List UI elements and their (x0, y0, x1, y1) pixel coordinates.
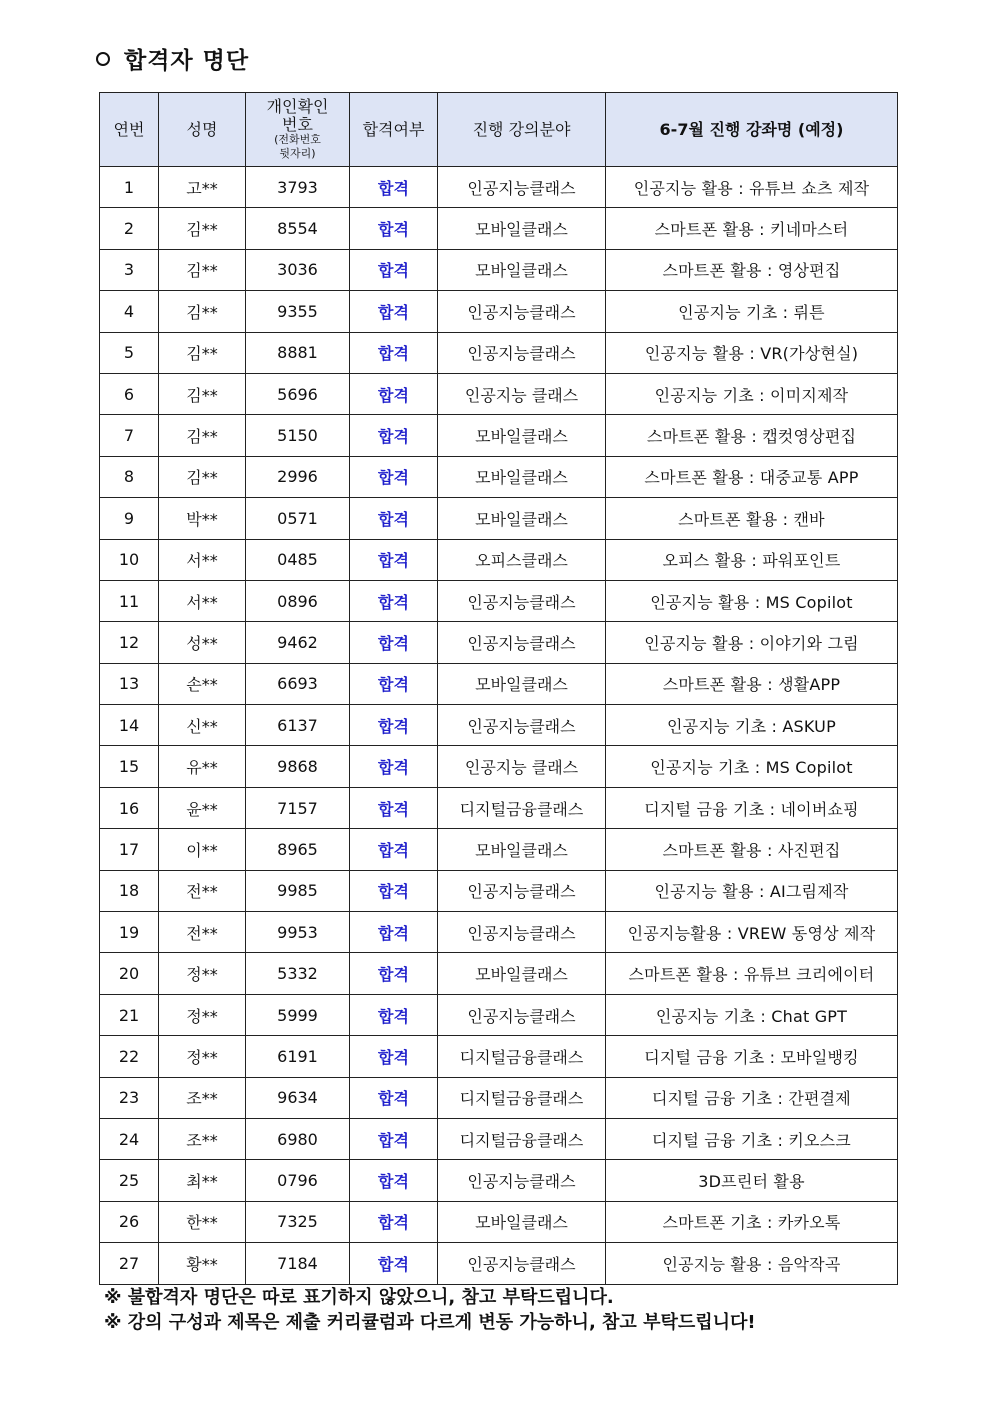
row-id: 0796 (246, 1160, 350, 1201)
row-status: 합격 (350, 1201, 438, 1242)
row-id: 9634 (246, 1077, 350, 1118)
row-number: 19 (100, 912, 159, 953)
table-row (100, 539, 898, 580)
row-field: 모바일클래스 (438, 953, 606, 994)
row-number: 14 (100, 705, 159, 746)
row-course: 스마트폰 기초 : 카카오톡 (606, 1201, 898, 1242)
row-course: 인공지능 기초 : MS Copilot (606, 746, 898, 787)
row-name: 김** (159, 291, 246, 332)
row-course: 스마트폰 활용 : 유튜브 크리에이터 (606, 953, 898, 994)
row-name: 손** (159, 663, 246, 704)
row-number: 4 (100, 291, 159, 332)
table-row (100, 1160, 898, 1201)
row-id: 7325 (246, 1201, 350, 1242)
row-status: 합격 (350, 539, 438, 580)
table-row (100, 994, 898, 1035)
row-id: 6137 (246, 705, 350, 746)
row-name: 김** (159, 208, 246, 249)
row-name: 서** (159, 539, 246, 580)
row-status: 합격 (350, 622, 438, 663)
row-number: 5 (100, 332, 159, 373)
table-row (100, 912, 898, 953)
row-number: 27 (100, 1243, 159, 1284)
table-row (100, 787, 898, 828)
table-row (100, 291, 898, 332)
row-number: 8 (100, 456, 159, 497)
row-field: 인공지능클래스 (438, 291, 606, 332)
row-status: 합격 (350, 953, 438, 994)
row-field: 인공지능 클래스 (438, 746, 606, 787)
row-course: 인공지능 기초 : ASKUP (606, 705, 898, 746)
row-name: 정** (159, 1036, 246, 1077)
row-id: 6980 (246, 1118, 350, 1159)
row-id: 9868 (246, 746, 350, 787)
row-course: 디지털 금융 기초 : 간편결제 (606, 1077, 898, 1118)
row-status: 합격 (350, 787, 438, 828)
row-field: 인공지능클래스 (438, 580, 606, 621)
table-row (100, 746, 898, 787)
row-id: 7157 (246, 787, 350, 828)
row-status: 합격 (350, 580, 438, 621)
row-status: 합격 (350, 1160, 438, 1201)
row-field: 인공지능클래스 (438, 167, 606, 208)
row-field: 디지털금융클래스 (438, 1036, 606, 1077)
table-row (100, 167, 898, 208)
row-status: 합격 (350, 705, 438, 746)
row-number: 26 (100, 1201, 159, 1242)
table-header-row (100, 93, 898, 167)
table-row (100, 1243, 898, 1284)
header-status: 합격여부 (350, 93, 438, 167)
row-number: 9 (100, 498, 159, 539)
row-status: 합격 (350, 1243, 438, 1284)
row-field: 디지털금융클래스 (438, 1077, 606, 1118)
row-field: 인공지능클래스 (438, 1243, 606, 1284)
row-field: 인공지능클래스 (438, 912, 606, 953)
row-course: 스마트폰 활용 : 사진편집 (606, 829, 898, 870)
row-id: 0896 (246, 580, 350, 621)
table-row (100, 332, 898, 373)
row-number: 25 (100, 1160, 159, 1201)
header-id-main: 개인확인번호 (266, 97, 329, 134)
row-course: 인공지능 기초 : 뤼튼 (606, 291, 898, 332)
row-name: 김** (159, 415, 246, 456)
row-course: 스마트폰 활용 : 캔바 (606, 498, 898, 539)
row-status: 합격 (350, 291, 438, 332)
row-id: 5999 (246, 994, 350, 1035)
row-number: 1 (100, 167, 159, 208)
row-field: 모바일클래스 (438, 498, 606, 539)
row-field: 인공지능클래스 (438, 705, 606, 746)
row-number: 12 (100, 622, 159, 663)
row-number: 10 (100, 539, 159, 580)
note-line: ※ 불합격자 명단은 따로 표기하지 않았으니, 참고 부탁드립니다. (104, 1287, 614, 1308)
row-name: 한** (159, 1201, 246, 1242)
row-course: 인공지능 활용 : AI그림제작 (606, 870, 898, 911)
row-course: 인공지능활용 : VREW 동영상 제작 (606, 912, 898, 953)
row-course: 디지털 금융 기초 : 네이버쇼핑 (606, 787, 898, 828)
row-status: 합격 (350, 1077, 438, 1118)
row-id: 8881 (246, 332, 350, 373)
table-row (100, 415, 898, 456)
table-row (100, 373, 898, 414)
row-status: 합격 (350, 663, 438, 704)
row-course: 오피스 활용 : 파워포인트 (606, 539, 898, 580)
row-name: 김** (159, 373, 246, 414)
row-id: 9462 (246, 622, 350, 663)
row-course: 인공지능 기초 : 이미지제작 (606, 373, 898, 414)
table-row (100, 870, 898, 911)
row-status: 합격 (350, 912, 438, 953)
row-name: 조** (159, 1118, 246, 1159)
row-status: 합격 (350, 456, 438, 497)
row-field: 모바일클래스 (438, 663, 606, 704)
row-status: 합격 (350, 373, 438, 414)
table-row (100, 622, 898, 663)
roster-table (99, 92, 898, 1285)
row-number: 3 (100, 249, 159, 290)
row-course: 인공지능 활용 : 유튜브 쇼츠 제작 (606, 167, 898, 208)
table-row (100, 953, 898, 994)
row-field: 오피스클래스 (438, 539, 606, 580)
row-number: 18 (100, 870, 159, 911)
row-name: 전** (159, 870, 246, 911)
row-id: 9355 (246, 291, 350, 332)
row-status: 합격 (350, 829, 438, 870)
row-number: 2 (100, 208, 159, 249)
row-status: 합격 (350, 498, 438, 539)
table-row (100, 1036, 898, 1077)
row-id: 0485 (246, 539, 350, 580)
row-field: 인공지능클래스 (438, 622, 606, 663)
row-name: 황** (159, 1243, 246, 1284)
row-course: 스마트폰 활용 : 대중교통 APP (606, 456, 898, 497)
row-course: 스마트폰 활용 : 영상편집 (606, 249, 898, 290)
row-field: 디지털금융클래스 (438, 1118, 606, 1159)
row-field: 모바일클래스 (438, 456, 606, 497)
header-id-sub2: 뒷자리) (279, 147, 316, 161)
table-row (100, 705, 898, 746)
row-id: 8965 (246, 829, 350, 870)
row-status: 합격 (350, 1118, 438, 1159)
table-row (100, 1201, 898, 1242)
row-number: 16 (100, 787, 159, 828)
row-course: 스마트폰 활용 : 키네마스터 (606, 208, 898, 249)
row-id: 8554 (246, 208, 350, 249)
row-number: 20 (100, 953, 159, 994)
row-field: 모바일클래스 (438, 829, 606, 870)
row-field: 모바일클래스 (438, 249, 606, 290)
table-row (100, 498, 898, 539)
row-status: 합격 (350, 249, 438, 290)
row-status: 합격 (350, 332, 438, 373)
row-field: 모바일클래스 (438, 1201, 606, 1242)
row-course: 인공지능 활용 : 음악작곡 (606, 1243, 898, 1284)
row-id: 0571 (246, 498, 350, 539)
row-course: 인공지능 활용 : MS Copilot (606, 580, 898, 621)
row-name: 조** (159, 1077, 246, 1118)
row-field: 인공지능클래스 (438, 870, 606, 911)
row-id: 5150 (246, 415, 350, 456)
row-id: 5696 (246, 373, 350, 414)
row-name: 성** (159, 622, 246, 663)
row-name: 윤** (159, 787, 246, 828)
notes (104, 1285, 756, 1335)
row-number: 23 (100, 1077, 159, 1118)
header-name: 성명 (159, 93, 246, 167)
row-id: 3036 (246, 249, 350, 290)
row-course: 스마트폰 활용 : 생활APP (606, 663, 898, 704)
row-number: 7 (100, 415, 159, 456)
row-id: 9953 (246, 912, 350, 953)
row-name: 고** (159, 167, 246, 208)
row-name: 김** (159, 249, 246, 290)
row-course: 인공지능 활용 : VR(가상현실) (606, 332, 898, 373)
note-line: ※ 강의 구성과 제목은 제출 커리큘럼과 다르게 변동 가능하니, 참고 부탁드립니다! (104, 1312, 756, 1333)
row-course: 스마트폰 활용 : 캡컷영상편집 (606, 415, 898, 456)
header-id (246, 93, 350, 167)
row-id: 5332 (246, 953, 350, 994)
row-name: 정** (159, 953, 246, 994)
row-field: 인공지능클래스 (438, 994, 606, 1035)
row-name: 김** (159, 456, 246, 497)
row-id: 7184 (246, 1243, 350, 1284)
row-field: 인공지능 클래스 (438, 373, 606, 414)
row-course: 3D프린터 활용 (606, 1160, 898, 1201)
row-number: 21 (100, 994, 159, 1035)
row-number: 17 (100, 829, 159, 870)
row-course: 디지털 금융 기초 : 키오스크 (606, 1118, 898, 1159)
circle-bullet-icon (96, 52, 110, 66)
row-status: 합격 (350, 994, 438, 1035)
row-name: 전** (159, 912, 246, 953)
row-id: 9985 (246, 870, 350, 911)
table-row (100, 1077, 898, 1118)
row-name: 유** (159, 746, 246, 787)
row-name: 서** (159, 580, 246, 621)
row-field: 인공지능클래스 (438, 332, 606, 373)
row-status: 합격 (350, 208, 438, 249)
row-field: 모바일클래스 (438, 208, 606, 249)
table-row (100, 456, 898, 497)
row-number: 24 (100, 1118, 159, 1159)
row-name: 정** (159, 994, 246, 1035)
row-name: 이** (159, 829, 246, 870)
row-name: 신** (159, 705, 246, 746)
row-status: 합격 (350, 167, 438, 208)
row-number: 6 (100, 373, 159, 414)
row-number: 22 (100, 1036, 159, 1077)
page-title-text: 합격자 명단 (124, 48, 250, 74)
table-row (100, 208, 898, 249)
row-status: 합격 (350, 870, 438, 911)
row-status: 합격 (350, 415, 438, 456)
table-row (100, 1118, 898, 1159)
row-name: 김** (159, 332, 246, 373)
row-course: 디지털 금융 기초 : 모바일뱅킹 (606, 1036, 898, 1077)
header-course: 6-7월 진행 강좌명 (예정) (606, 93, 898, 167)
row-field: 모바일클래스 (438, 415, 606, 456)
header-no: 연번 (100, 93, 159, 167)
row-field: 디지털금융클래스 (438, 787, 606, 828)
table-row (100, 829, 898, 870)
table-row (100, 663, 898, 704)
row-id: 6693 (246, 663, 350, 704)
row-id: 6191 (246, 1036, 350, 1077)
row-number: 13 (100, 663, 159, 704)
row-number: 15 (100, 746, 159, 787)
row-course: 인공지능 기초 : Chat GPT (606, 994, 898, 1035)
table-row (100, 249, 898, 290)
page-title (96, 42, 249, 75)
table-row (100, 580, 898, 621)
header-field: 진행 강의분야 (438, 93, 606, 167)
row-status: 합격 (350, 1036, 438, 1077)
row-course: 인공지능 활용 : 이야기와 그림 (606, 622, 898, 663)
row-status: 합격 (350, 746, 438, 787)
row-id: 2996 (246, 456, 350, 497)
row-name: 박** (159, 498, 246, 539)
row-field: 인공지능클래스 (438, 1160, 606, 1201)
row-number: 11 (100, 580, 159, 621)
header-id-sub1: (전화번호 (274, 133, 321, 147)
row-id: 3793 (246, 167, 350, 208)
row-name: 최** (159, 1160, 246, 1201)
